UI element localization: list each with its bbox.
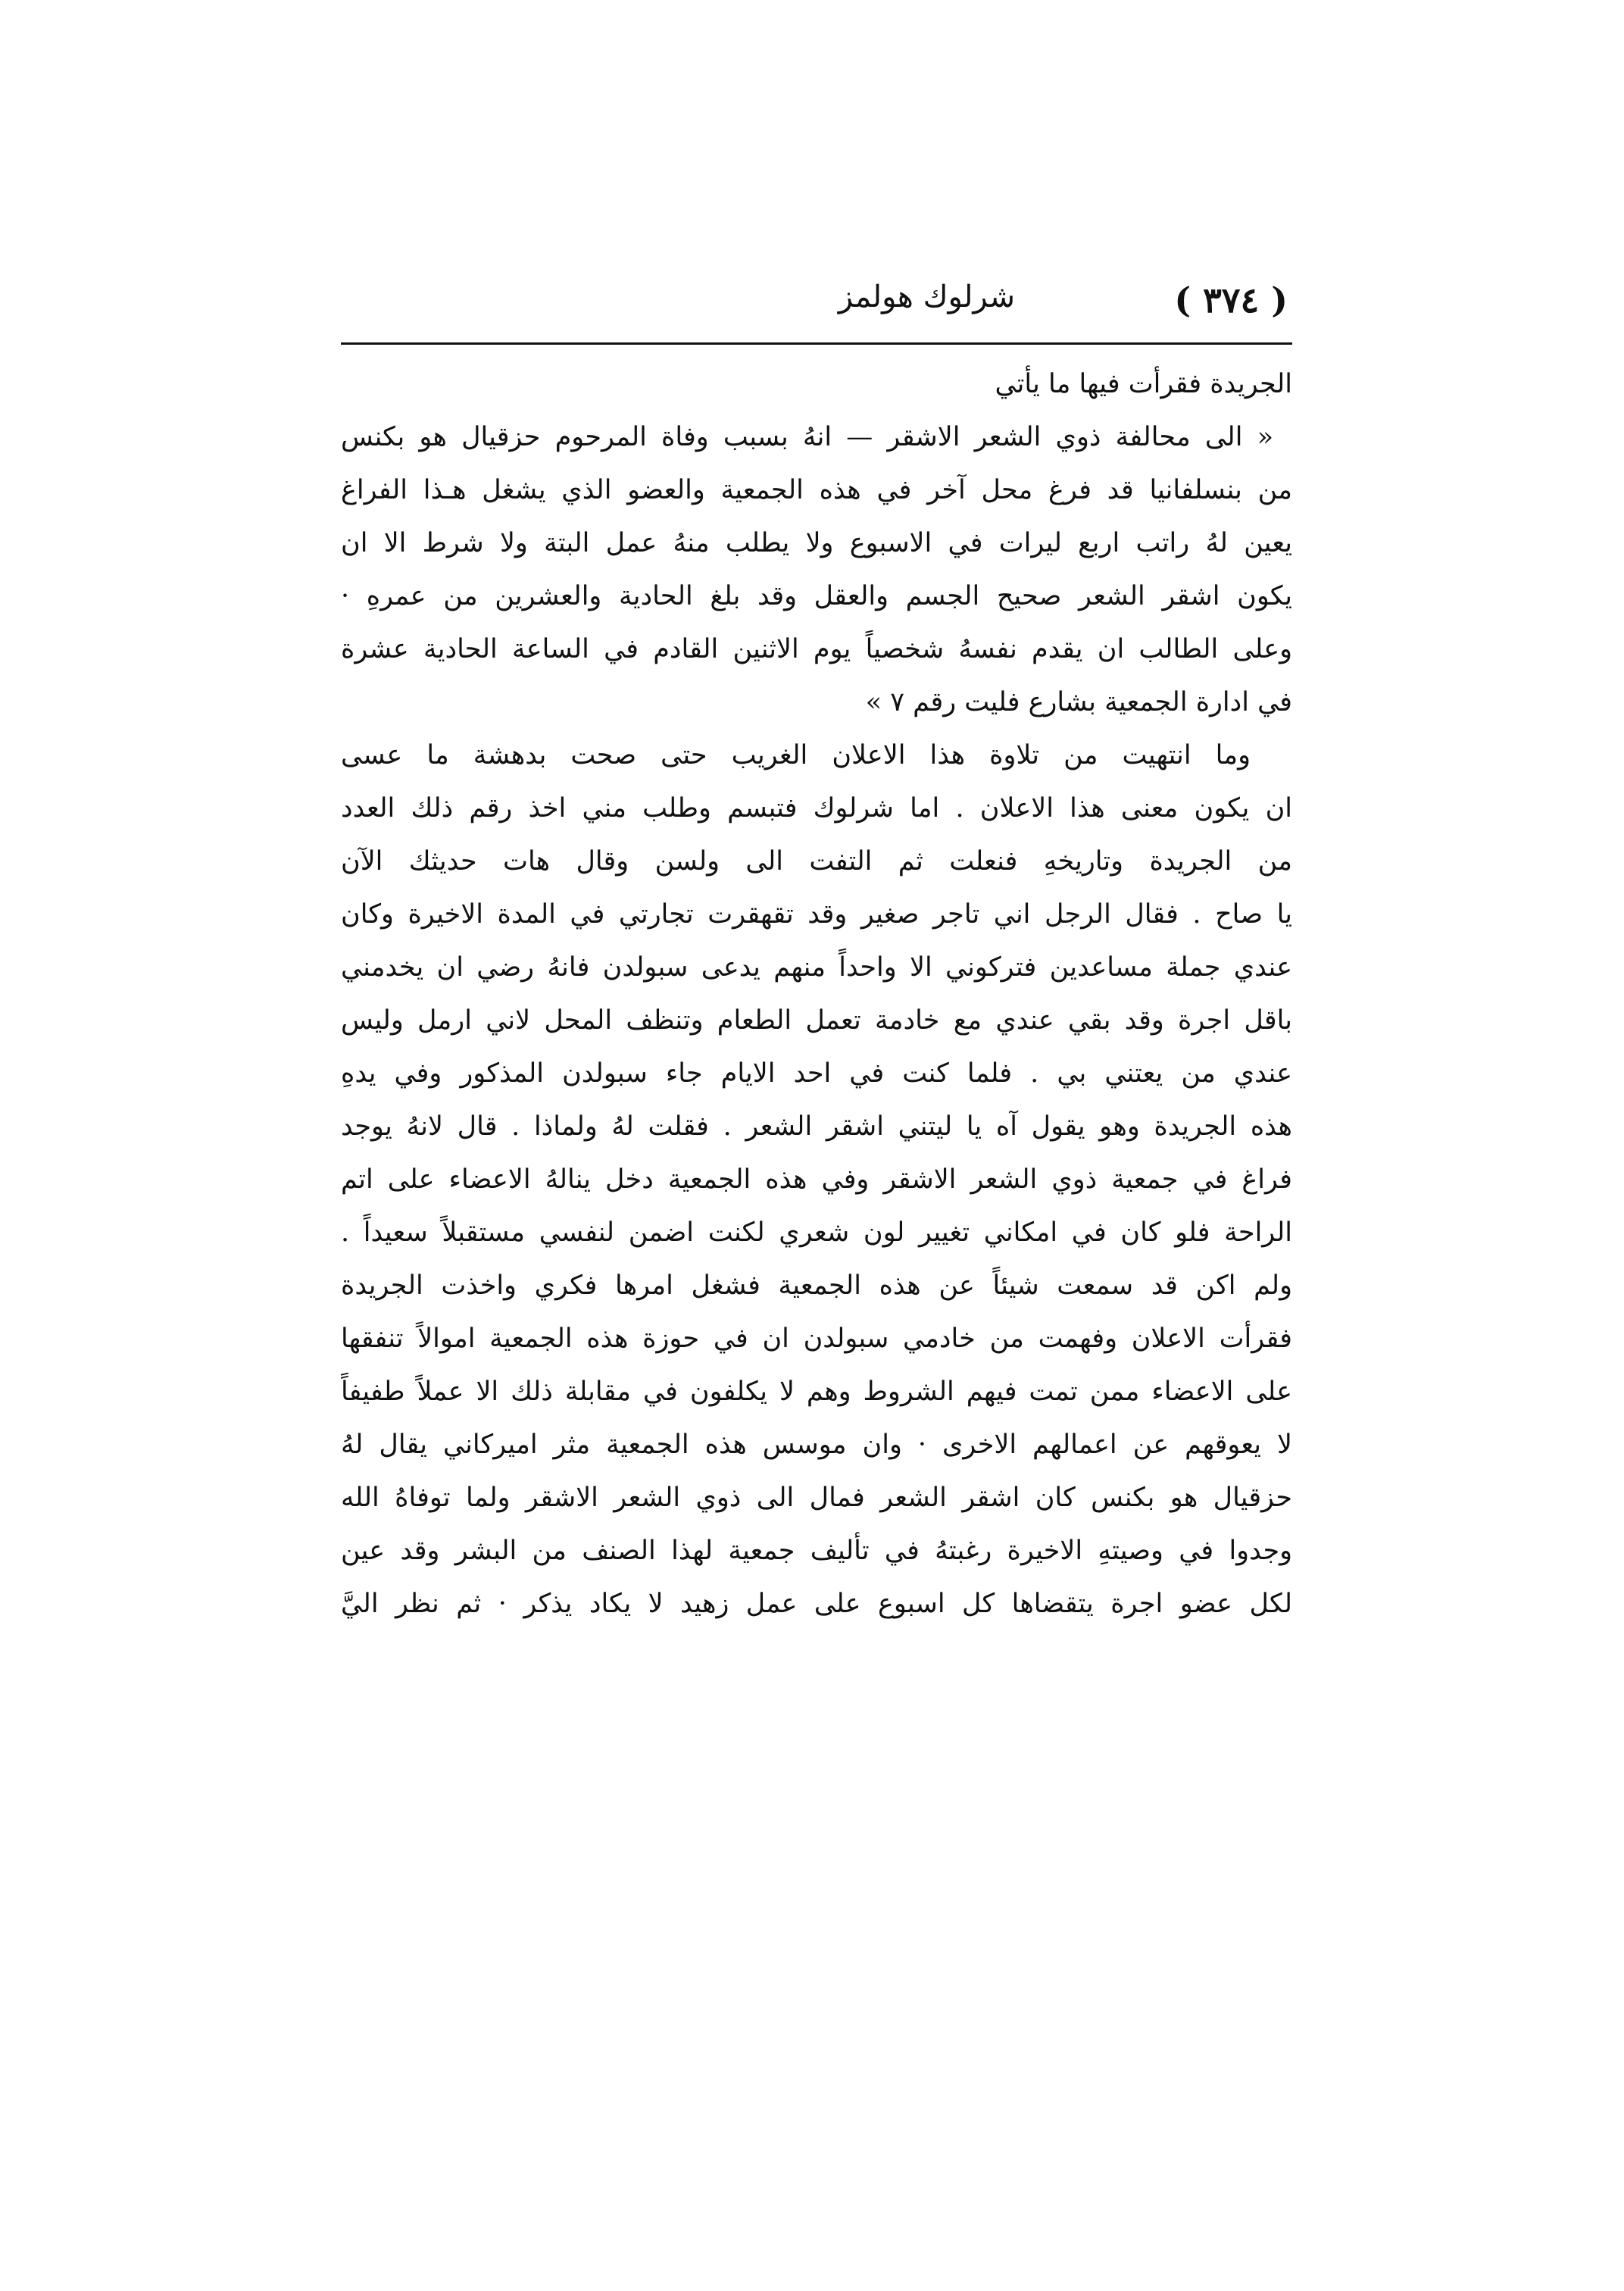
text-line: حزقيال هو بكنس كان اشقر الشعر فمال الى ذوي الشعر الاشقر ولما توفاهُ الله [341,1483,1292,1513]
text-line: على الاعضاء ممن تمت فيهم الشروط وهم لا يكلفون في مقابلة ذلك الا عملاً طفيفاً [341,1377,1292,1407]
text-line: من بنسلفانيا قد فرغ محل آخر في هذه الجمعية والعضو الذي يشغل هـذا الفراغ [341,475,1292,505]
text-line: وما انتهيت من تلاوة هذا الاعلان الغريب حتى صحت بدهشة ما عسى [341,740,1251,770]
text-line: يا صاح . فقال الرجل اني تاجر صغير وقد تقهقرت تجارتي في المدة الاخيرة وكان [341,899,1292,930]
text-line: عندي جملة مساعدين فتركوني الا واحداً منهم يدعى سبولدن فانهُ رضي ان يخدمني [341,952,1292,983]
running-title: شرلوك هولمز [838,280,1015,314]
text-line: الراحة فلو كان في امكاني تغيير لون شعري لكنت اضمن لنفسي مستقبلاً سعيداً . [341,1217,1292,1248]
text-line: وجدوا في وصيتهِ الاخيرة رغبتهُ في تأليف جمعية لهذا الصنف من البشر وقد عين [341,1536,1292,1566]
text-line: فراغ في جمعية ذوي الشعر الاشقر وفي هذه الجمعية دخل ينالهُ الاعضاء على اتم [341,1164,1292,1195]
text-line: يكون اشقر الشعر صحيح الجسم والعقل وقد بلغ الحادية والعشرين من عمرهِ · [341,581,1292,611]
text-line: عندي من يعتني بي . فلما كنت في احد الايام جاء سبولدن المذكور وفي يدهِ [341,1058,1292,1089]
text-line: يعين لهُ راتب اربع ليرات في الاسبوع ولا يطلب منهُ عمل البتة ولا شرط الا ان [341,528,1292,558]
text-line: ولم اكن قد سمعت شيئاً عن هذه الجمعية فشغل امرها فكري واخذت الجريدة [341,1271,1292,1301]
text-line: فقرأت الاعلان وفهمت من خادمي سبولدن ان في حوزة هذه الجمعية اموالاً تنفقها [341,1324,1292,1354]
text-line: هذه الجريدة وهو يقول آه يا ليتني اشقر الشعر . فقلت لهُ ولماذا . قال لانهُ يوجد [341,1111,1292,1142]
text-line: « الى محالفة ذوي الشعر الاشقر — انهُ بسبب وفاة المرحوم حزقيال هو بكنس [341,422,1273,452]
body-text [341,358,1292,1630]
text-line: ان يكون معنى هذا الاعلان . اما شرلوك فتبسم وطلب مني اخذ رقم ذلك العدد [341,793,1292,824]
text-line: لا يعوقهم عن اعمالهم الاخرى · وان موسس هذه الجمعية مثر اميركاني يقال لهُ [341,1430,1292,1460]
text-line: باقل اجرة وقد بقي عندي مع خادمة تعمل الطعام وتنظف المحل لاني ارمل وليس [341,1005,1292,1036]
page-number: ( ٣٧٤ ) [1174,280,1288,320]
text-line: الجريدة فقرأت فيها ما يأتي [995,369,1292,399]
text-line: لكل عضو اجرة يتقضاها كل اسبوع على عمل زهيد لا يكاد يذكر · ثم نظر اليَّ [341,1589,1292,1619]
text-line: وعلى الطالب ان يقدم نفسهُ شخصياً يوم الاثنين القادم في الساعة الحادية عشرة [341,634,1292,664]
header-rule [341,342,1292,345]
page-header [341,277,1288,337]
text-line: من الجريدة وتاريخهِ فنعلت ثم التفت الى ولسن وقال هات حديثك الآن [341,846,1292,877]
text-line: في ادارة الجمعية بشارع فليت رقم ٧ » [865,687,1292,717]
